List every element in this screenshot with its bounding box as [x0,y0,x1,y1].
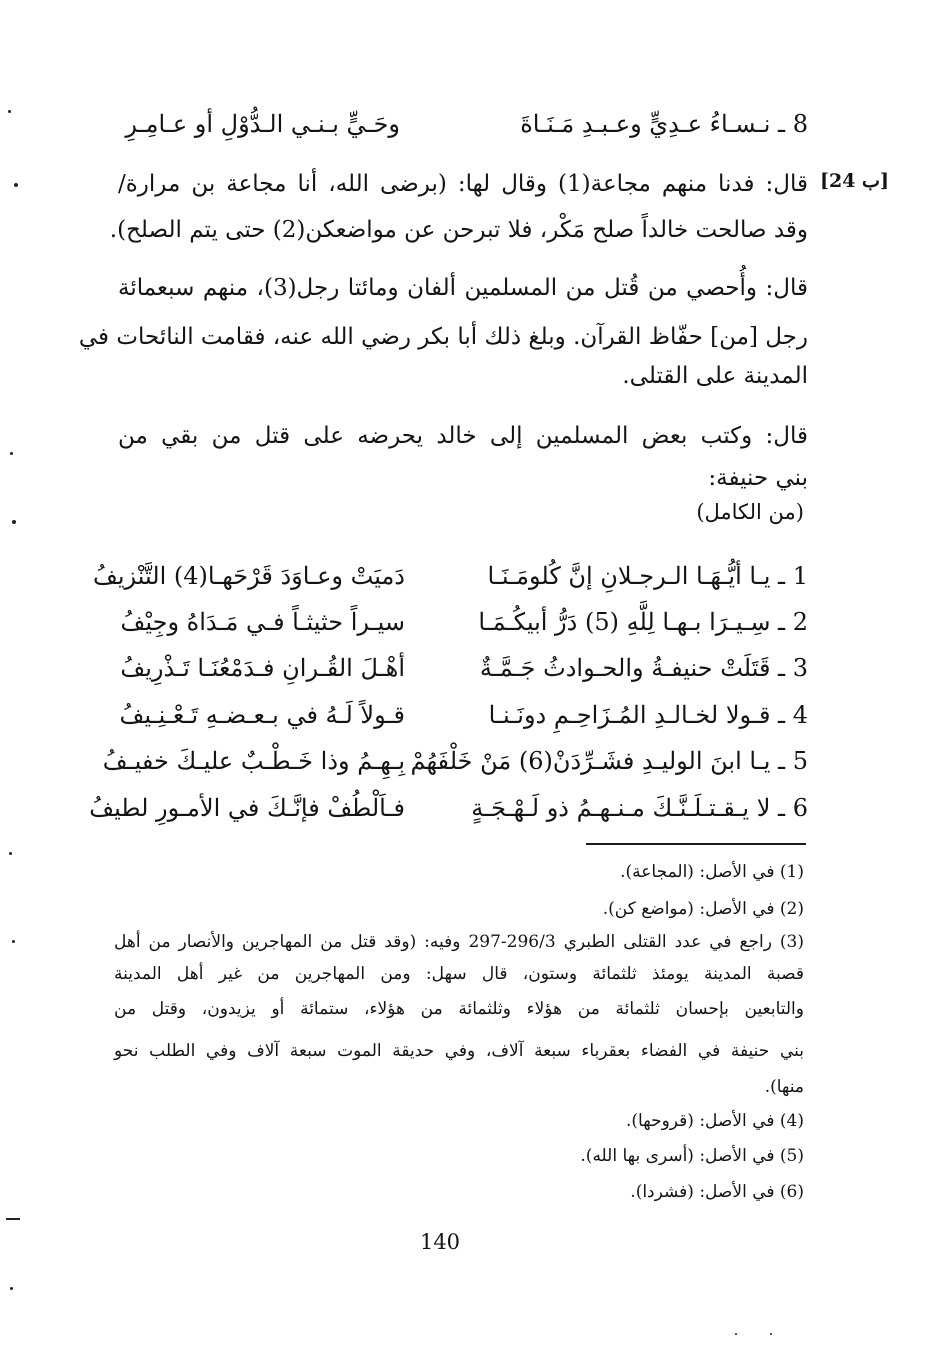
verse-5-second-hemistich: بِـهِـمُ وذا خَـطْـبٌ عليـكَ خفيـفُ [102,747,405,775]
scan-speck [10,452,13,455]
footnote-2: (2) في الأصل: (مواضع كن). [602,899,804,919]
verse-1-first-hemistich: 1 ـ يـا أيُّـهَـا الـرجـلانِ إنَّ كُلومَـنَـا [487,562,808,590]
footnote-5: (5) في الأصل: (أسرى بها الله). [580,1146,804,1166]
footnote-6: (6) في الأصل: (فشردا). [630,1182,804,1202]
verse-8-first-hemistich: 8 ـ نـسـاءُ عـدِيٍّ وعـبـدِ مَـنَـاةَ [520,110,808,138]
margin-folio-reference: [24 ب] [820,170,889,192]
verse-3-first-hemistich: 3 ـ قَتَلَتْ حنيفـةُ والحـوادثُ جَـمَّـةٌ [479,654,808,682]
scan-speck [8,110,11,113]
paragraph-1-line-2: وقد صالحت خالداً صلح مَكْر، فلا تبرحن عن مواضعكن(2) حتى يتم الصلح). [109,217,808,243]
poem-meter-label: (من الكامل) [696,500,804,524]
paragraph-3-line-2: بني حنيفة: [708,465,808,491]
page-number: 140 [419,1230,461,1254]
scan-speck [12,940,15,943]
verse-6-second-hemistich: فـاَلْطُفْ فإنَّـكَ في الأمـورِ لطيفُ [89,794,405,822]
footnote-3-line-2: قصبة المدينة يومئذ ثلثمائة وستون، قال سهل: ومن المهاجرين من غير أهل المدينة [114,964,804,984]
paragraph-2-line-1: قال: وأُحصي من قُتل من المسلمين ألفان ومائتا رجل(3)، منهم سبعمائة [118,275,808,301]
verse-6-first-hemistich: 6 ـ لا يـقـتـلَـنَّـكَ مـنـهـمُ ذو لَـهْـجَـةٍ [471,794,808,822]
footnote-separator [586,843,806,845]
footnote-3-line-1: (3) راجع في عدد القتلى الطبري 296/3-297 وفيه: (وقد قتل من المهاجرين والأنصار من أهل [114,932,804,952]
paragraph-2-line-3: المدينة على القتلى. [622,363,808,389]
verse-4-second-hemistich: قـولاً لَـهُ في بـعـضـهِ تَـعْـنِـيفُ [119,701,405,729]
verse-1-second-hemistich: دَميَتْ وعـاوَدَ قَرْحَهـا(4) التَّنْزيفُ [93,562,405,590]
scan-speck [735,1333,737,1335]
footnote-3-line-3: والتابعين بإحسان ثلثمائة من هؤلاء وثلثمائة من هؤلاء، ستمائة أو يزيدون، وقتل من [114,999,804,1019]
scan-speck [770,1333,772,1335]
paragraph-3-line-1: قال: وكتب بعض المسلمين إلى خالد يحرضه على قتل من بقي من [118,423,808,449]
verse-4-first-hemistich: 4 ـ قـولا لخـالـدِ المُـزَاحِـمِ دونَـنـا [488,701,808,729]
footnote-3-line-5: منها). [764,1077,804,1097]
footnote-1: (1) في الأصل: (المجاعة). [620,862,804,882]
verse-3-second-hemistich: أهْـلَ القُـرانِ فـدَمْعُنَـا تَـذْرِيفُ [120,654,405,682]
verse-5-first-hemistich: 5 ـ يـا ابنَ الوليـدِ فشَـرِّدَنْ(6) مَنْ خَلْفَهُمْ [410,747,808,775]
footnote-3-line-4: بني حنيفة في الفضاء بعقرباء سبعة آلاف، وفي حديقة الموت سبعة آلاف وفي الطلب نحو [114,1041,804,1061]
paragraph-2-line-2: رجل [من] حفّاظ القرآن. وبلغ ذلك أبا بكر رضي الله عنه، فقامت النائحات في [78,324,808,350]
scan-speck [9,852,12,855]
verse-2-second-hemistich: سيـراً حثيثـاً فـي مَـدَاهُ وجِيْفُ [120,608,405,636]
footnote-4: (4) في الأصل: (قروحها). [626,1111,804,1131]
paragraph-1-line-1: قال: فدنا منهم مجاعة(1) وقال لها: (برضى الله، أنا مجاعة بن مرارة/ [118,171,808,197]
scan-speck [14,183,18,187]
verse-2-first-hemistich: 2 ـ سِـيـرَا بـهـا لِلَّهِ (5) دَرُّ أبيكُـمَـا [478,608,808,636]
scan-speck [6,1218,20,1220]
scan-speck [10,1287,13,1290]
verse-8-second-hemistich: وحَـيٍّ بـنـي الـدُّوْلِ أو عـامِـرِ [125,110,400,138]
scan-speck [12,520,16,524]
